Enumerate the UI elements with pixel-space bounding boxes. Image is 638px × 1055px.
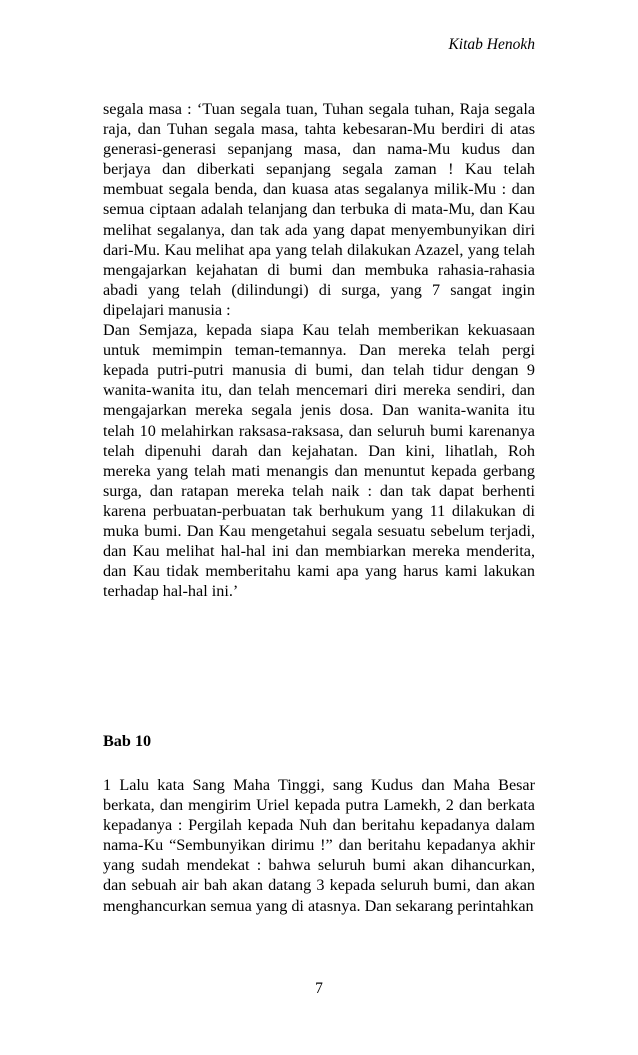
paragraph-azazel: segala masa : ‘Tuan segala tuan, Tuhan segala tuhan, Raja segala raja, dan Tuhan segala masa, tahta kebesaran-Mu berdiri di atas generasi-generasi sepanjang masa, dan nama-Mu kudus dan berjaya dan diberkati sepanjang segala zaman ! Kau telah membuat segala benda, dan kuasa atas segalanya milik-Mu : dan semua ciptaan adalah telanjang dan terbuka di mata-Mu, dan Kau melihat segalanya, dan tak ada yang dapat menyembunyikan diri dari-Mu. Kau melihat apa yang telah dilakukan Azazel, yang telah mengajarkan kejahatan di bumi dan membuka rahasia-rahasia abadi yang telah (dilindungi) di surga, yang 7 sangat ingin dipelajari manusia : bbox=[103, 100, 535, 319]
paragraph-chapter-10: 1 Lalu kata Sang Maha Tinggi, sang Kudus dan Maha Besar berkata, dan mengirim Uriel kepada putra Lamekh, 2 dan berkata kepadanya : Pergilah kepada Nuh dan beritahu kepadanya dalam nama-Ku “Sembunyikan dirimu !” dan beritahu kepadanya akhir yang sudah mendekat : bahwa seluruh bumi akan dihancurkan, dan sebuah air bah akan datang 3 kepada seluruh bumi, dan akan menghancurkan semua yang di atasnya. Dan sekarang perintahkan bbox=[103, 776, 535, 915]
chapter-heading: Bab 10 bbox=[103, 732, 152, 750]
text-block-intercession bbox=[103, 99, 535, 601]
running-header-title: Kitab Henokh bbox=[448, 36, 535, 53]
paragraph-semjaza: Dan Semjaza, kepada siapa Kau telah memberikan kekuasaan untuk memimpin teman-temannya. Dan mereka telah pergi kepada putri-putri manusia di bumi, dan telah tidur dengan 9 wanita-wanita itu, dan telah mencemari diri mereka sendiri, dan mengajarkan mereka segala jenis dosa. Dan wanita-wanita itu telah 10 melahirkan raksasa-raksasa, dan seluruh bumi karenanya telah dipenuhi darah dan kejahatan. Dan kini, lihatlah, Roh mereka yang telah mati menangis dan menuntut kepada gerbang surga, dan ratapan mereka telah naik : dan tak dapat berhenti karena perbuatan-perbuatan tak berhukum yang 11 dilakukan di muka bumi. Dan Kau mengetahui segala sesuatu sebelum terjadi, dan Kau melihat hal-hal ini dan membiarkan mereka menderita, dan Kau tidak memberitahu kami apa yang harus kami lakukan terhadap hal-hal ini.’ bbox=[103, 321, 535, 601]
page-number: 7 bbox=[315, 980, 323, 997]
